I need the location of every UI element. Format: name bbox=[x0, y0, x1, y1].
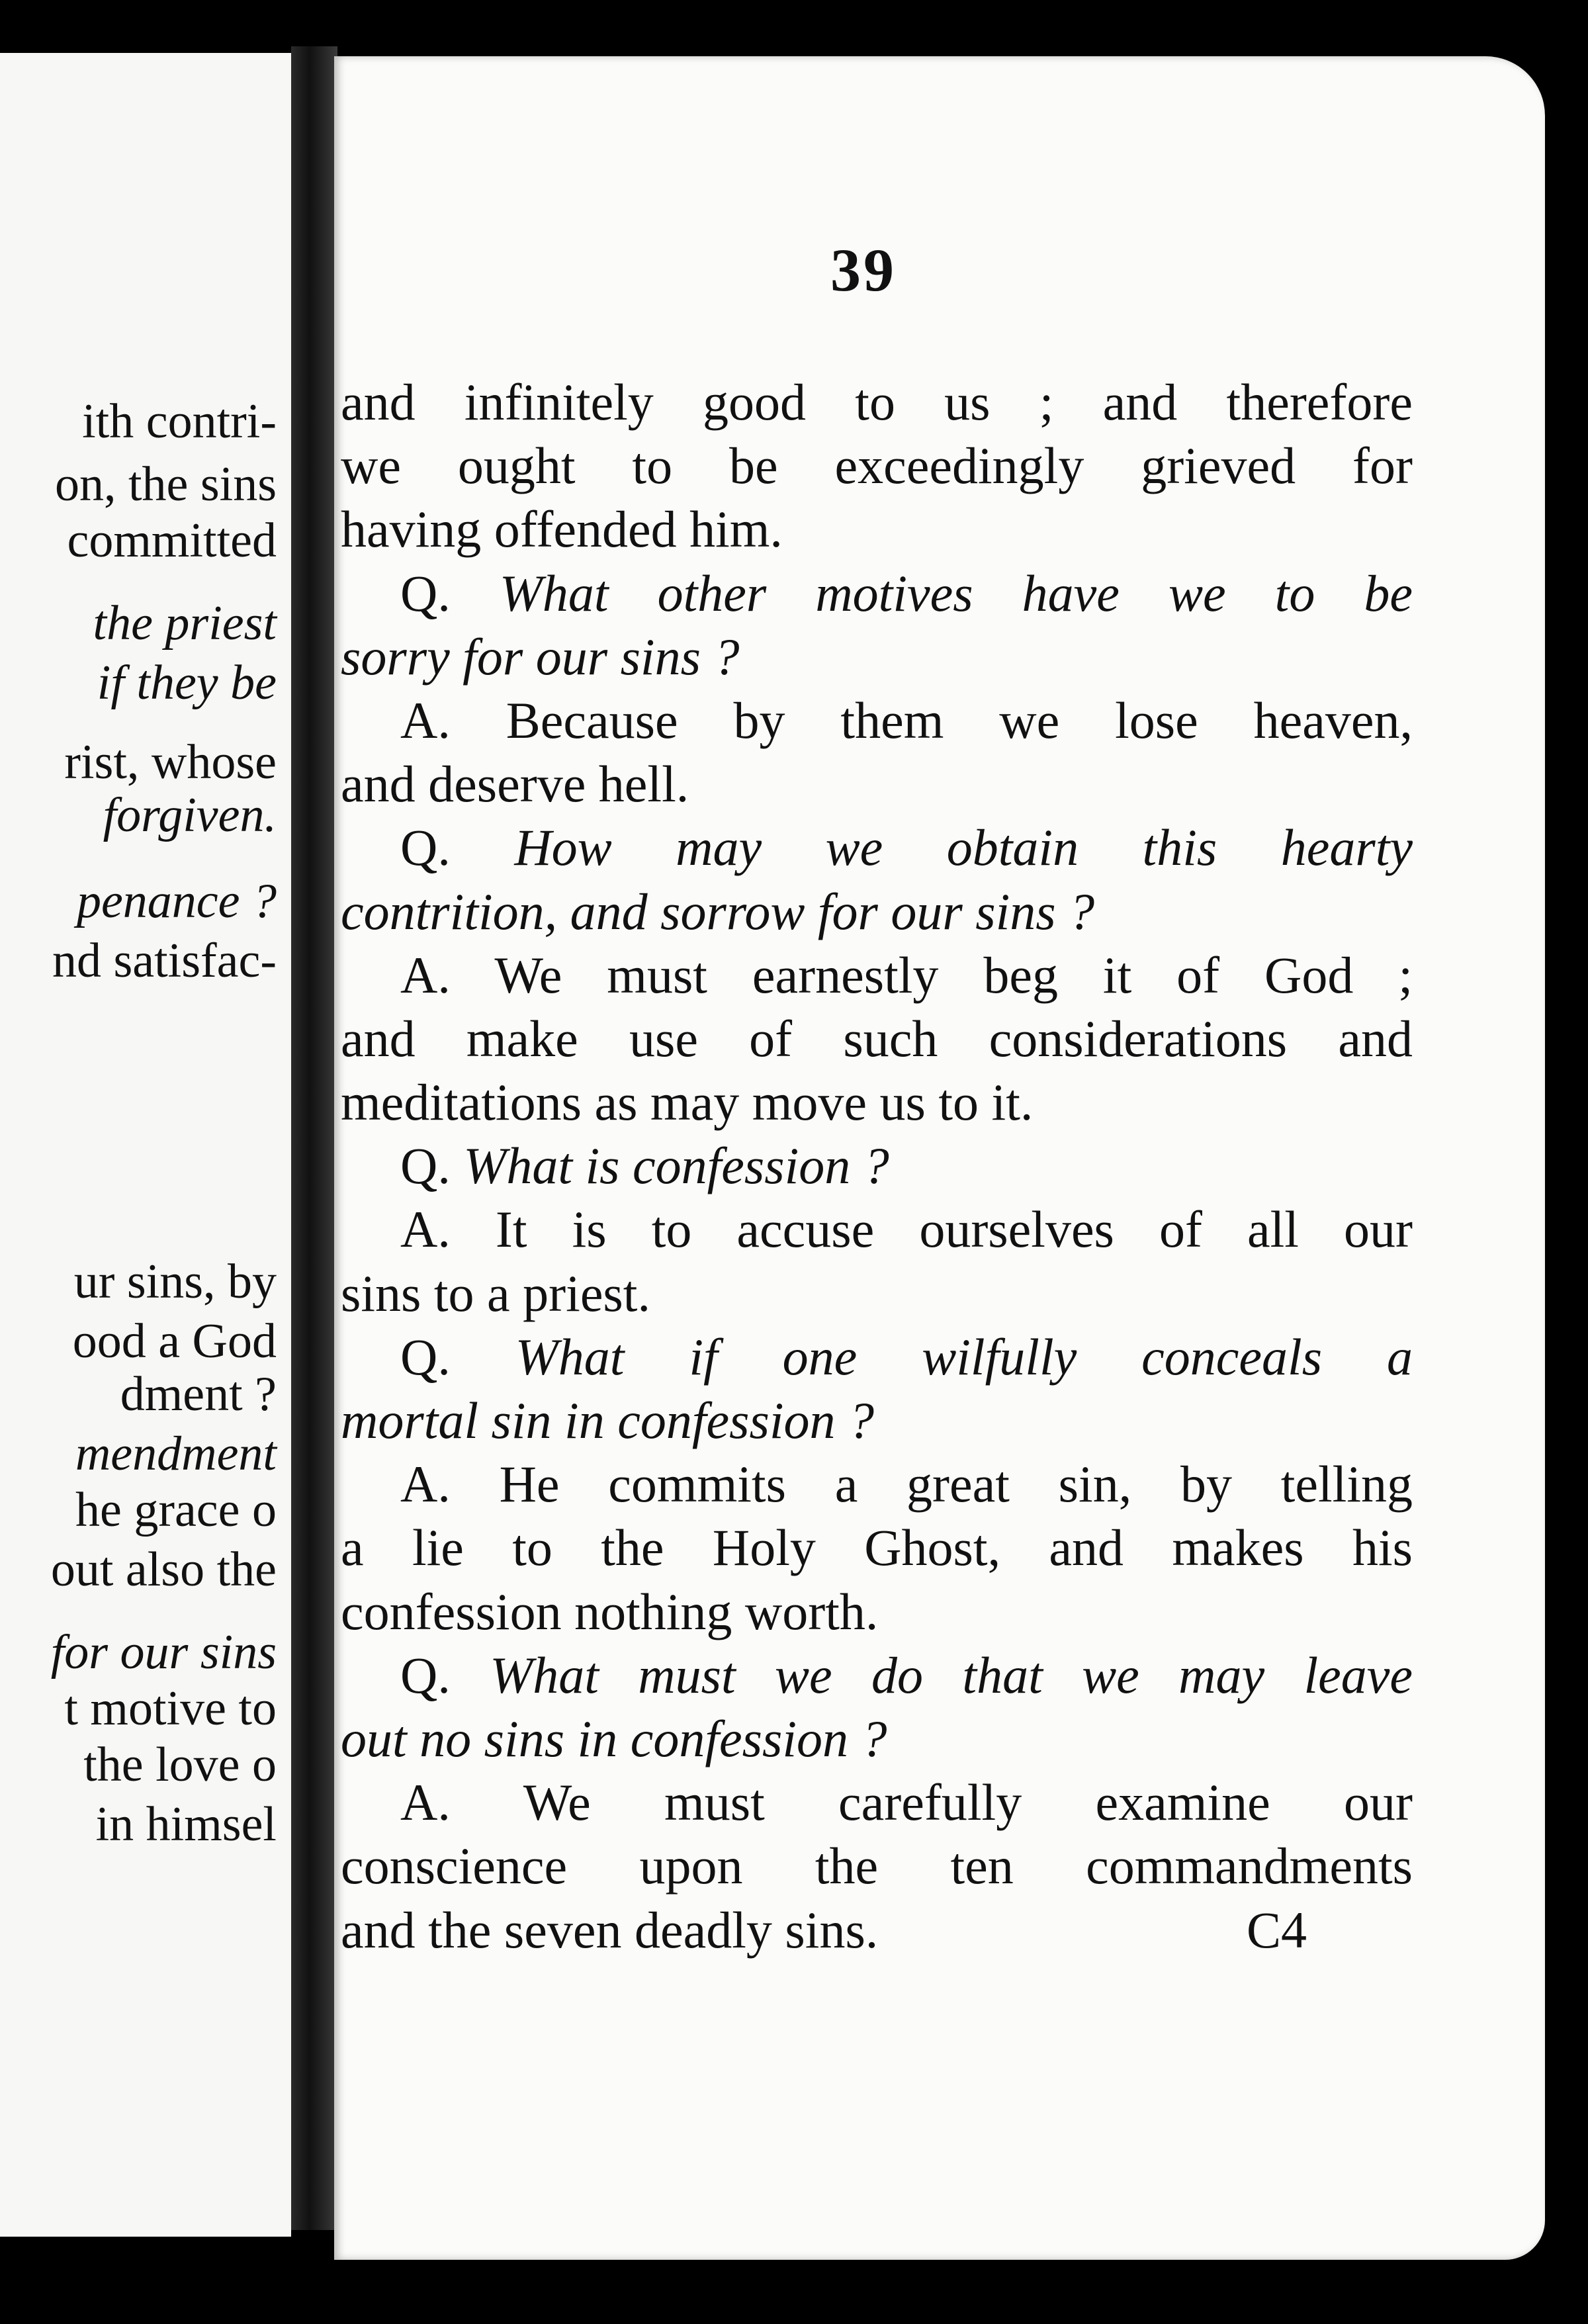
question-marker: Q. bbox=[400, 1646, 451, 1704]
text-line bbox=[341, 1834, 1413, 1898]
left-page-line: dment ? bbox=[120, 1367, 277, 1421]
question-marker: Q. bbox=[400, 1327, 451, 1386]
text-line bbox=[341, 1198, 1413, 1261]
line-text: confession nothing worth. bbox=[341, 1582, 879, 1640]
text-line bbox=[341, 880, 1413, 944]
left-page-line: in himsel bbox=[95, 1797, 277, 1852]
text-line bbox=[341, 816, 1413, 879]
left-page-line: the love o bbox=[83, 1738, 277, 1792]
left-page-line: on, the sins bbox=[54, 457, 277, 512]
question-marker: Q. bbox=[400, 564, 451, 622]
line-text: out no sins in confession ? bbox=[341, 1709, 887, 1767]
line-text: sorry for our sins ? bbox=[341, 627, 740, 686]
signature-mark: C4 bbox=[1246, 1900, 1307, 1959]
answer-text: It is to accuse ourselves of all our bbox=[495, 1200, 1413, 1259]
left-page-line: he grace o bbox=[75, 1483, 277, 1537]
answer-marker: A. bbox=[400, 1773, 451, 1832]
left-page-line: rist, whose bbox=[64, 735, 277, 789]
text-line bbox=[341, 1452, 1413, 1516]
book-gutter bbox=[291, 46, 337, 2230]
question-marker: Q. bbox=[400, 1137, 451, 1195]
line-text: mortal sin in confession ? bbox=[341, 1392, 875, 1449]
text-line bbox=[341, 1007, 1413, 1071]
left-page-line: ith contri- bbox=[82, 394, 277, 449]
line-text: having offended him. bbox=[341, 500, 783, 559]
text-line bbox=[341, 1071, 1413, 1134]
line-text: and the seven deadly sins. bbox=[341, 1900, 879, 1959]
text-line bbox=[341, 1389, 1413, 1452]
left-page-line: forgiven. bbox=[103, 788, 277, 842]
text-line bbox=[341, 1262, 1413, 1325]
question-text: What is confession ? bbox=[463, 1137, 889, 1195]
text-line bbox=[341, 1580, 1413, 1644]
left-page-line: ur sins, by bbox=[73, 1255, 277, 1309]
left-page-line: committed bbox=[67, 514, 277, 568]
left-page-line: t motive to bbox=[64, 1681, 277, 1736]
left-page-line: mendment bbox=[75, 1427, 277, 1481]
text-line bbox=[341, 752, 1413, 816]
left-page-line: the priest bbox=[93, 596, 277, 650]
line-text: and deserve hell. bbox=[341, 755, 689, 813]
line-text: sins to a priest. bbox=[341, 1264, 650, 1322]
answer-text: He commits a great sin, by telling bbox=[499, 1455, 1413, 1513]
left-page-line: out also the bbox=[50, 1542, 277, 1597]
line-text: we ought to be exceedingly grieved for bbox=[341, 437, 1413, 495]
text-line bbox=[341, 1325, 1413, 1389]
page-text-block bbox=[341, 371, 1413, 1962]
left-page-line: for our sins bbox=[50, 1625, 277, 1679]
text-line bbox=[341, 944, 1413, 1007]
line-text: meditations as may move us to it. bbox=[341, 1073, 1034, 1132]
text-line bbox=[341, 371, 1413, 434]
question-text: How may we obtain this hearty bbox=[514, 819, 1413, 877]
left-page-line: if they be bbox=[97, 656, 277, 710]
line-text: contrition, and sorrow for our sins ? bbox=[341, 882, 1095, 940]
answer-marker: A. bbox=[400, 1455, 451, 1513]
text-line bbox=[341, 1899, 1413, 1962]
question-text: What must we do that we may leave bbox=[490, 1646, 1413, 1704]
text-line bbox=[341, 1644, 1413, 1707]
answer-text: Because by them we lose heaven, bbox=[506, 691, 1413, 749]
left-page-line: penance ? bbox=[76, 874, 277, 928]
question-marker: Q. bbox=[400, 819, 451, 877]
line-text: a lie to the Holy Ghost, and makes his bbox=[341, 1519, 1413, 1577]
left-page bbox=[0, 53, 291, 2237]
answer-marker: A. bbox=[400, 1200, 451, 1259]
left-page-line: ood a God bbox=[72, 1314, 277, 1368]
text-line bbox=[341, 562, 1413, 625]
answer-text: We must earnestly beg it of God ; bbox=[494, 946, 1413, 1004]
line-text: and infinitely good to us ; and therefore bbox=[341, 373, 1413, 431]
answer-marker: A. bbox=[400, 946, 451, 1004]
line-text: conscience upon the ten commandments bbox=[341, 1837, 1413, 1895]
text-line bbox=[341, 689, 1413, 752]
question-text: What other motives have we to be bbox=[499, 564, 1413, 622]
page-number: 39 bbox=[830, 236, 897, 304]
text-line bbox=[341, 1771, 1413, 1834]
text-line bbox=[341, 434, 1413, 498]
question-text: What if one wilfully conceals a bbox=[515, 1327, 1413, 1386]
answer-marker: A. bbox=[400, 691, 451, 749]
text-line bbox=[341, 1707, 1413, 1771]
answer-text: We must carefully examine our bbox=[523, 1773, 1413, 1832]
text-line bbox=[341, 1134, 1413, 1198]
left-page-line: nd satisfac- bbox=[52, 934, 277, 988]
line-text: and make use of such considerations and bbox=[341, 1009, 1413, 1067]
text-line bbox=[341, 625, 1413, 689]
text-line bbox=[341, 498, 1413, 561]
text-line bbox=[341, 1516, 1413, 1580]
